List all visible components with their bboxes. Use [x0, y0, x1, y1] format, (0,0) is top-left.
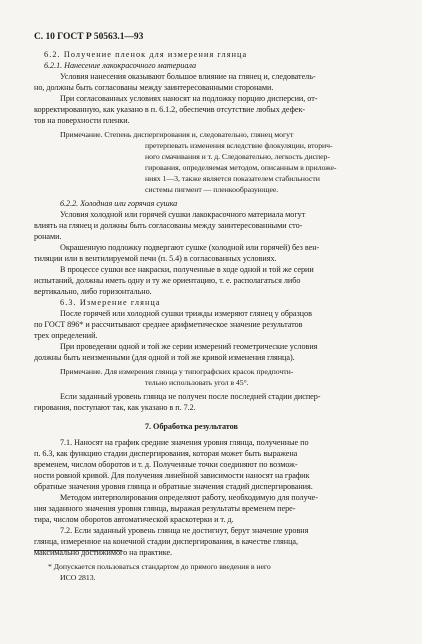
- text-line: трех определений.: [34, 331, 98, 340]
- text-line: 6.2. Получение пленок для измерения глянца: [44, 50, 248, 59]
- text-line: максимально достижимого на практике.: [34, 548, 173, 557]
- text-line: Условия нанесения оказывают большое влияние на глянец и, следователь-: [60, 72, 316, 81]
- text-line: * Допускается пользоваться стандартом до прямого введения в него: [48, 562, 271, 571]
- text-line: испытаний, должны иметь одну и ту же ориентацию, т. е. располагаться либо: [34, 276, 301, 285]
- text-line: тельно использовать угол в 45°.: [145, 378, 249, 387]
- footnote-rule: [34, 550, 122, 551]
- text-line: Примечание. Для измерения глянца у типографских красок предпочти-: [60, 367, 294, 376]
- text-line: 6.3. Измерение глянца: [60, 298, 161, 307]
- text-line: Если заданный уровень глянца не получен после последней стадии диспер-: [60, 392, 321, 401]
- text-line: ИСО 2813.: [60, 573, 96, 582]
- text-line: по ГОСТ 896* и рассчитывают среднее арифметическое значение результатов: [34, 320, 303, 329]
- text-line: Примечание. Степень диспергирования и, следовательно, глянец могут: [60, 130, 294, 139]
- text-line: корректированную, как указано в п. 6.1.2, обеспечив отсутствие любых дефек-: [34, 105, 306, 114]
- text-line: В процессе сушки все накраски, полученные в ходе одной и той же серии: [60, 265, 314, 274]
- text-line: Окрашенную подложку подвергают сушке (холодной или горячей) без вен-: [60, 243, 320, 252]
- text-line: гирования, определяемая методом, описанным в приложе-: [145, 163, 337, 172]
- text-line: Методом интерполирования определяют работу, необходимую для получе-: [60, 493, 318, 502]
- text-line: ниях 1—3, также является показателем стабильности: [145, 174, 320, 183]
- text-line: вертикально, либо горизонтально.: [34, 287, 152, 296]
- text-line: ния заданного значения уровня глянца, выражая результаты временем пере-: [34, 504, 296, 513]
- text-line: обратные значения уровня глянца и обратные значения стадий диспергирования.: [34, 482, 313, 491]
- text-line: п. 6.3, как функцию стадии диспергирования, которая может быть выражена: [34, 449, 298, 458]
- text-line: 7.2. Если заданный уровень глянца не достигнут, берут значение уровня: [60, 526, 309, 535]
- text-line: глянца, измеренное на конечной стадии диспергирования, в качестве глянца,: [34, 537, 298, 546]
- text-line: 7. Обработка результатов: [145, 422, 238, 431]
- text-line: 6.2.2. Холодная или горячая сушка: [60, 199, 178, 208]
- text-line: 7.1. Наносят на график средние значения уровня глянца, полученные по: [60, 438, 309, 447]
- text-line: тира, числом оборотов автоматической краскотерки и т. д.: [34, 515, 234, 524]
- text-line: но, должны быть согласованы между заинтересованными сторонами.: [34, 83, 274, 92]
- text-line: тиляции или в вентилируемой печи (п. 5.4) в согласованных условиях.: [34, 254, 277, 263]
- text-line: ности ровной кривой. Для получения линейной зависимости наносят на график: [34, 471, 310, 480]
- text-line: тов на поверхности пленки.: [34, 116, 130, 125]
- text-line: должны быть неизменными (для одной и той же кривой изменения глянца).: [34, 353, 295, 362]
- text-line: гирования, поступают так, как указано в п. 7.2.: [34, 403, 196, 412]
- page-header: С. 10 ГОСТ Р 50563.1—93: [34, 32, 144, 42]
- text-line: претерпевать изменения вследствие флокуляции, вторич-: [145, 141, 333, 150]
- text-line: При согласованных условиях наносят на подложку порцию дисперсии, от-: [60, 94, 318, 103]
- text-line: системы пигмент — пленкообразующее.: [145, 185, 279, 194]
- text-line: влиять на глянец и должны быть согласованы между заинтересованными сто-: [34, 221, 303, 230]
- text-line: ного смачивания и т. д. Следовательно, легкость диспер-: [145, 152, 330, 161]
- text-line: Условия холодной или горячей сушки лакокрасочного материала могут: [60, 210, 306, 219]
- text-line: временем, числом оборотов и т. д. Полученные точки соединяют по возмож-: [34, 460, 298, 469]
- text-line: ронами.: [34, 232, 62, 241]
- text-line: 6.2.1. Нанесение лакокрасочного материала: [44, 61, 197, 70]
- text-line: После горячей или холодной сушки трижды измеряют глянец у образцов: [60, 309, 312, 318]
- text-line: При проведении одной и той же серии измерений геометрические условия: [60, 342, 318, 351]
